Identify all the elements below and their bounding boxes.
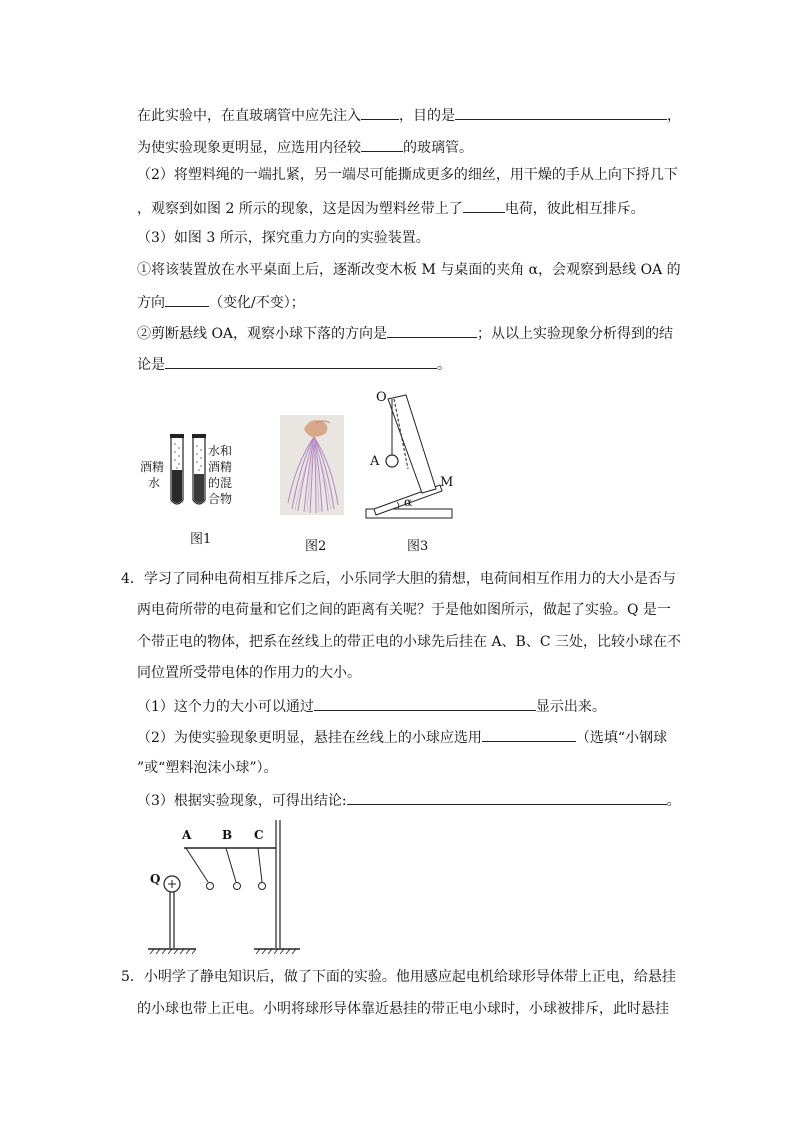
q3-line-1: 在此实验中，在直玻璃管中应先注入 ，目的是 ， [137, 104, 681, 126]
q4-line-3: 个带正电的物体，把系在丝线上的带正电的小球先后挂在 A、B、C 三处，比较小球在不 [137, 634, 682, 650]
q3-step-1: ①将该装置放在水平桌面上后，逐渐改变木板 M 与桌面的夹角 α，会观察到悬线 OA 的 [137, 262, 681, 278]
q4-line-1: 4．学习了同种电荷相互排斥之后，小乐同学大胆的猜想，电荷间相互作用力的大小是否与 [121, 571, 676, 587]
figure-3-caption: 图3 [407, 539, 429, 554]
answer-blank[interactable] [347, 789, 667, 805]
answer-blank[interactable] [387, 322, 477, 338]
fig3-label-A: A [370, 454, 380, 469]
tube-right-label-3: 的混 [208, 476, 233, 490]
q4-line-2: 两电荷所带的电荷量和它们之间的距离有关呢？于是他如图所示，做起了实验。Q 是一 [137, 602, 671, 618]
figure-1-caption: 图1 [190, 532, 212, 547]
q3-line-2: 为使实验现象更明显，应选用内径较 的玻璃管。 [137, 136, 473, 158]
plastic-strands-photo [280, 415, 344, 515]
q3-part-2: （2）将塑料绳的一端扎紧，另一端尽可能撕成更多的细丝，用干燥的手从上向下捋几下 [137, 167, 678, 183]
q4-part-2: （2）为使实验现象更明显，悬挂在丝线上的小球应选用 （选填“小钢球 [137, 726, 667, 748]
figure-1 [140, 430, 250, 520]
test-tubes-diagram [140, 430, 250, 520]
fig4-label-B: B [222, 828, 233, 842]
q4-figure [140, 820, 310, 960]
q4-part-3: （3）根据实验现象，可得出结论: 。 [137, 789, 681, 811]
figure-2-caption: 图2 [305, 539, 327, 554]
answer-blank[interactable] [361, 104, 399, 120]
figure-3 [360, 385, 460, 525]
fig3-label-M: M [440, 475, 454, 490]
q4-part-2-cont: ”或“塑料泡沫小球”）。 [137, 760, 278, 776]
figure-2 [280, 415, 344, 515]
q3-step-1-cont: 方向 （变化/不变）； [137, 291, 305, 313]
tube-right-label-1: 水和 [208, 444, 233, 458]
q3-part-2-cont: ，观察到如图 2 所示的现象，这是因为塑料丝带上了 电荷，彼此相互排斥。 [137, 197, 645, 219]
fig3-label-O: O [376, 390, 387, 405]
q3-part-3: （3）如图 3 所示，探究重力方向的实验装置。 [137, 230, 430, 246]
q5-line-1: 5．小明学了静电知识后，做了下面的实验。他用感应起电机给球形导体带上正电，给悬挂 [121, 969, 676, 985]
fig3-label-alpha: α [404, 495, 413, 509]
q4-part-1: （1）这个力的大小可以通过 显示出来。 [137, 695, 606, 717]
answer-blank[interactable] [455, 104, 667, 120]
answer-blank[interactable] [165, 291, 209, 307]
q5-line-2: 的小球也带上正电。小明将球形导体靠近悬挂的带正电小球时，小球被排斥，此时悬挂 [137, 1001, 669, 1017]
q3-step-2-cont: 论是 。 [137, 353, 451, 375]
tube-left-label-1: 酒精 [140, 460, 165, 474]
tube-left-label-2: 水 [148, 476, 161, 490]
answer-blank[interactable] [463, 197, 505, 213]
answer-blank[interactable] [165, 353, 437, 369]
fig4-label-C: C [254, 828, 264, 842]
tube-right-label-4: 合物 [208, 492, 233, 506]
answer-blank[interactable] [314, 695, 536, 711]
answer-blank[interactable] [482, 726, 576, 742]
fig4-label-A: A [182, 828, 192, 842]
answer-blank[interactable] [361, 136, 403, 152]
q4-line-4: 同位置所受带电体的作用力的大小。 [137, 665, 361, 681]
fig4-label-Q: Q [150, 872, 161, 886]
tube-right-label-2: 酒精 [208, 460, 233, 474]
q3-step-2: ②剪断悬线 OA，观察小球下落的方向是 ；从以上实验现象分析得到的结 [137, 322, 673, 344]
